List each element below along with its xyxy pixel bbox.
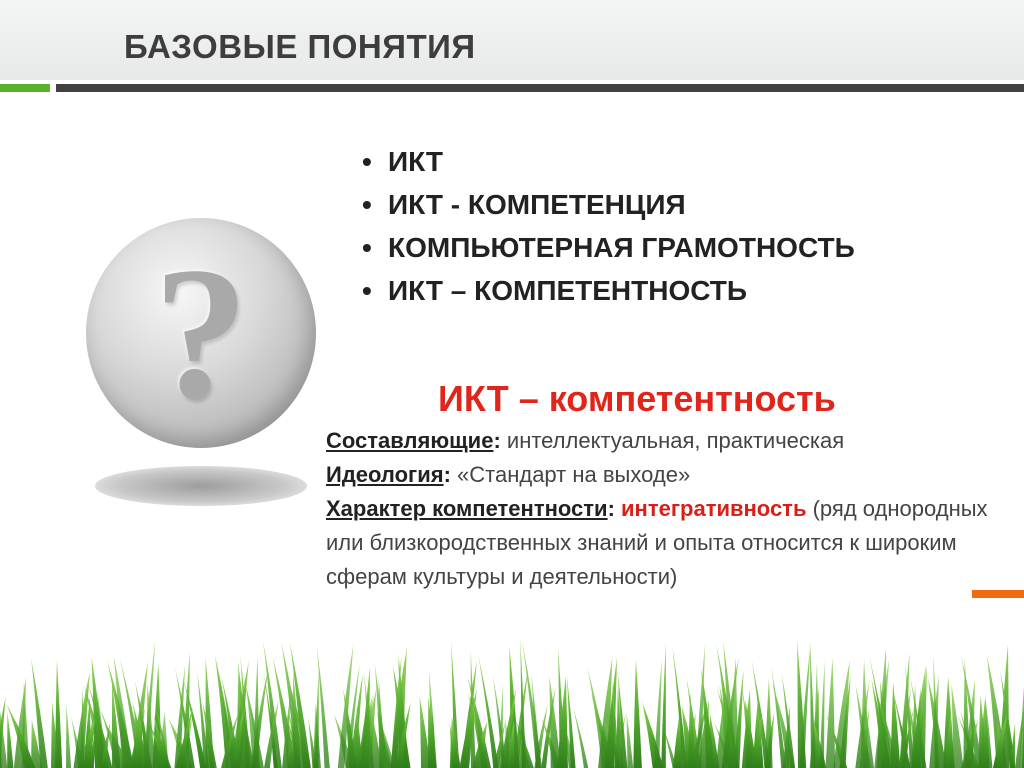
components-label: Составляющие [326, 428, 494, 453]
ideology-label: Идеология [326, 462, 444, 487]
definition-block [326, 424, 1016, 594]
grass-blade [379, 678, 385, 768]
grass-blade [820, 660, 825, 768]
components-line: Составляющие: интеллектуальная, практическая [326, 428, 845, 453]
accent-bar-orange [972, 590, 1024, 598]
grass-blade [215, 657, 235, 768]
list-item: • ИКТ [362, 140, 855, 183]
bullet-icon: • [362, 232, 372, 263]
grass-blade [314, 671, 319, 768]
components-text: интеллектуальная, практическая [506, 428, 845, 453]
list-item: • ИКТ – КОМПЕТЕНТНОСТЬ [362, 269, 855, 312]
ideology-line: Идеология: «Стандарт на выходе» [326, 462, 691, 487]
bullet-icon: • [362, 275, 372, 306]
accent-bar-dark [56, 84, 1024, 92]
question-mark-icon: ? [153, 229, 249, 439]
concept-list [362, 140, 855, 312]
grass-blade [66, 704, 71, 768]
bullet-icon: • [362, 189, 372, 220]
grass-decoration [0, 638, 1024, 768]
slide-title: БАЗОВЫЕ ПОНЯТИЯ [124, 28, 476, 65]
character-label: Характер компетентности [326, 496, 608, 521]
question-sphere-icon [86, 218, 316, 448]
character-text: (ряд однородных или близкородственных знаний и опыта относится к широким сферам культуры и деятельности) [326, 496, 988, 589]
list-item: • КОМПЬЮТЕРНАЯ ГРАМОТНОСТЬ [362, 226, 855, 269]
grass-blade [633, 659, 642, 768]
list-item: • ИКТ - КОМПЕТЕНЦИЯ [362, 183, 855, 226]
ideology-text: «Стандарт на выходе» [457, 462, 691, 487]
grass-blade [573, 707, 588, 768]
character-line: Характер компетентности: интегративность (ряд однородных или близкородственных знаний и опыта относится к широким сферам культуры и деятельности) [326, 496, 988, 589]
accent-bar-green [0, 84, 50, 92]
character-highlight: интегративность [621, 496, 807, 521]
sphere-shadow [95, 466, 307, 506]
grass-blade [826, 658, 836, 768]
grass-blade [661, 643, 666, 768]
section-subtitle: ИКТ – компетентность [438, 378, 836, 419]
grass-blade [627, 713, 634, 768]
grass-blade [654, 660, 662, 768]
grass-blade [810, 639, 816, 768]
bullet-icon: • [362, 146, 372, 177]
